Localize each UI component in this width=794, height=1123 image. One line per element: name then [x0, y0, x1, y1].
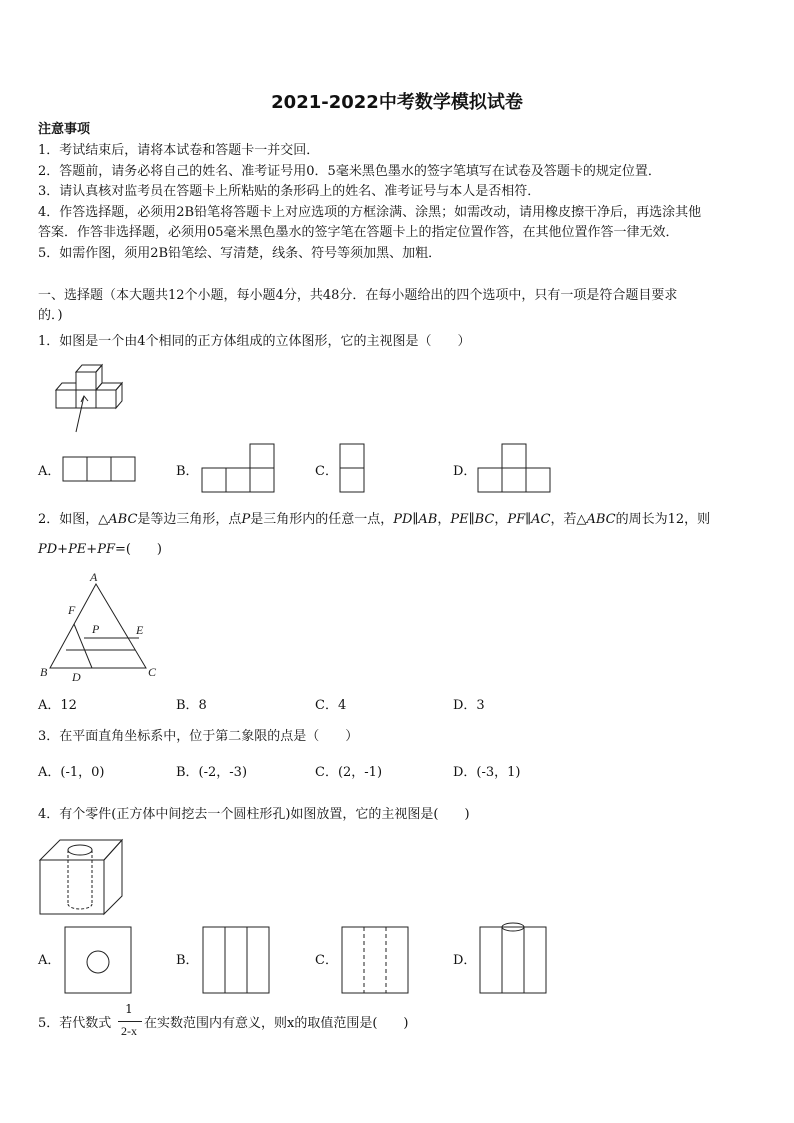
- notice-item: 5．如需作图，须用2B铅笔绘、写清楚，线条、符号等须加黑、加粗．: [38, 246, 442, 261]
- q5-stem-start: 5．若代数式: [38, 1016, 112, 1031]
- q2-triangle-figure: [38, 570, 168, 685]
- q2-stem-part: ABC: [108, 512, 138, 527]
- q2-stem-part: PE∥BC: [450, 512, 495, 527]
- notice-item: 1．考试结束后，请将本试卷和答题卡一并交回．: [38, 143, 320, 158]
- notice-item: 3．请认真核对监考员在答题卡上所粘贴的条形码上的姓名、准考证号与本人是否相符．: [38, 184, 541, 199]
- q5-stem-end: 在实数范围内有意义，则x的取值范围是( ): [144, 1016, 409, 1031]
- q4-option-a-figure: [64, 926, 132, 994]
- q5-fraction-denominator: 2-x: [121, 1024, 137, 1038]
- q1-option-b-figure: [200, 443, 276, 494]
- q4-option-c-figure: [341, 926, 409, 994]
- q4-stem: 4．有个零件(正方体中间挖去一个圆柱形孔)如图放置，它的主视图是( ): [38, 807, 470, 822]
- q3-option-b: B．(-2，-3): [176, 765, 248, 780]
- q5-fraction-numerator: 1: [125, 1002, 133, 1016]
- q2-stem-part: 的周长为12，则: [615, 512, 711, 527]
- q2-option-a: A．12: [38, 698, 77, 713]
- notice-heading: 注意事项: [38, 122, 91, 137]
- q3-option-a: A．(-1，0): [38, 765, 105, 780]
- notice-item: 答案．作答非选择题，必须用05毫米黑色墨水的签字笔在答题卡上的指定位置作答，在其他位置作答一律无效．: [38, 225, 679, 240]
- q1-option-d-label: D．: [453, 464, 477, 479]
- q2-label-c: C: [148, 665, 157, 679]
- q2-stem-part: =( ): [114, 542, 163, 557]
- q3-option-c: C．(2，-1): [315, 765, 383, 780]
- q1-solid-figure: [50, 360, 130, 438]
- q2-stem-part: 是三角形内的任意一点，: [250, 512, 394, 527]
- q2-stem-part: 2．如图，: [38, 512, 99, 527]
- q2-stem-part: PD+PE+PF: [38, 542, 115, 557]
- q1-option-d-figure: [476, 443, 554, 494]
- q2-label-a: A: [90, 570, 98, 584]
- q2-stem: [38, 512, 710, 528]
- q2-label-f: F: [68, 603, 76, 617]
- q2-label-d: D: [72, 670, 81, 684]
- notice-item: 4．作答选择题，必须用2B铅笔将答题卡上对应选项的方框涂满、涂黑；如需改动，请用橡皮擦干净后，再选涂其他: [38, 205, 702, 220]
- q2-stem-part: ，若△: [550, 512, 587, 527]
- q1-option-c-figure: [338, 443, 366, 494]
- q4-option-d-label: D．: [453, 953, 477, 968]
- section-heading-cont: 的．): [38, 308, 63, 323]
- q2-triangle-symbol: △: [98, 512, 109, 527]
- q2-label-b: B: [40, 665, 48, 679]
- q2-stem-part: ，: [437, 512, 451, 527]
- q1-stem: 1．如图是一个由4个相同的正方体组成的立体图形，它的主视图是（ ）: [38, 334, 471, 349]
- q4-part-figure: [38, 838, 124, 916]
- q3-stem: 3．在平面直角坐标系中，位于第二象限的点是（ ）: [38, 729, 359, 744]
- q2-label-p: P: [92, 622, 100, 636]
- q4-option-c-label: C．: [315, 953, 338, 968]
- q2-option-d: D．3: [453, 698, 485, 713]
- q2-option-c: C．4: [315, 698, 347, 713]
- q2-stem-part: PD∥AB: [393, 512, 438, 527]
- q3-option-d: D．(-3，1): [453, 765, 521, 780]
- q2-stem-part: 是等边三角形，点: [137, 512, 242, 527]
- q2-stem-part: PF∥AC: [507, 512, 551, 527]
- q1-option-a-label: A．: [38, 464, 61, 479]
- q4-option-b-figure: [202, 926, 270, 994]
- section-heading: 一、选择题（本大题共12个小题，每小题4分，共48分．在每小题给出的四个选项中，只有一项是符合题目要求: [38, 288, 678, 303]
- q1-option-b-label: B．: [176, 464, 199, 479]
- q1-option-a-figure: [62, 456, 138, 482]
- q1-option-c-label: C．: [315, 464, 338, 479]
- q2-label-e: E: [136, 623, 144, 637]
- q2-option-b: B．8: [176, 698, 207, 713]
- q2-stem-line2: [38, 542, 162, 558]
- q4-option-b-label: B．: [176, 953, 199, 968]
- q4-option-a-label: A．: [38, 953, 61, 968]
- q2-stem-part: ，: [494, 512, 508, 527]
- q4-option-d-figure: [479, 922, 547, 994]
- q2-stem-part: P: [241, 512, 251, 527]
- exam-title: 2021-2022中考数学模拟试卷: [271, 92, 523, 113]
- q5-fraction-bar: [118, 1021, 142, 1022]
- notice-item: 2．答题前，请务必将自己的姓名、准考证号用0．5毫米黑色墨水的签字笔填写在试卷及答题卡的规定位置．: [38, 164, 661, 179]
- q2-stem-part: ABC: [586, 512, 616, 527]
